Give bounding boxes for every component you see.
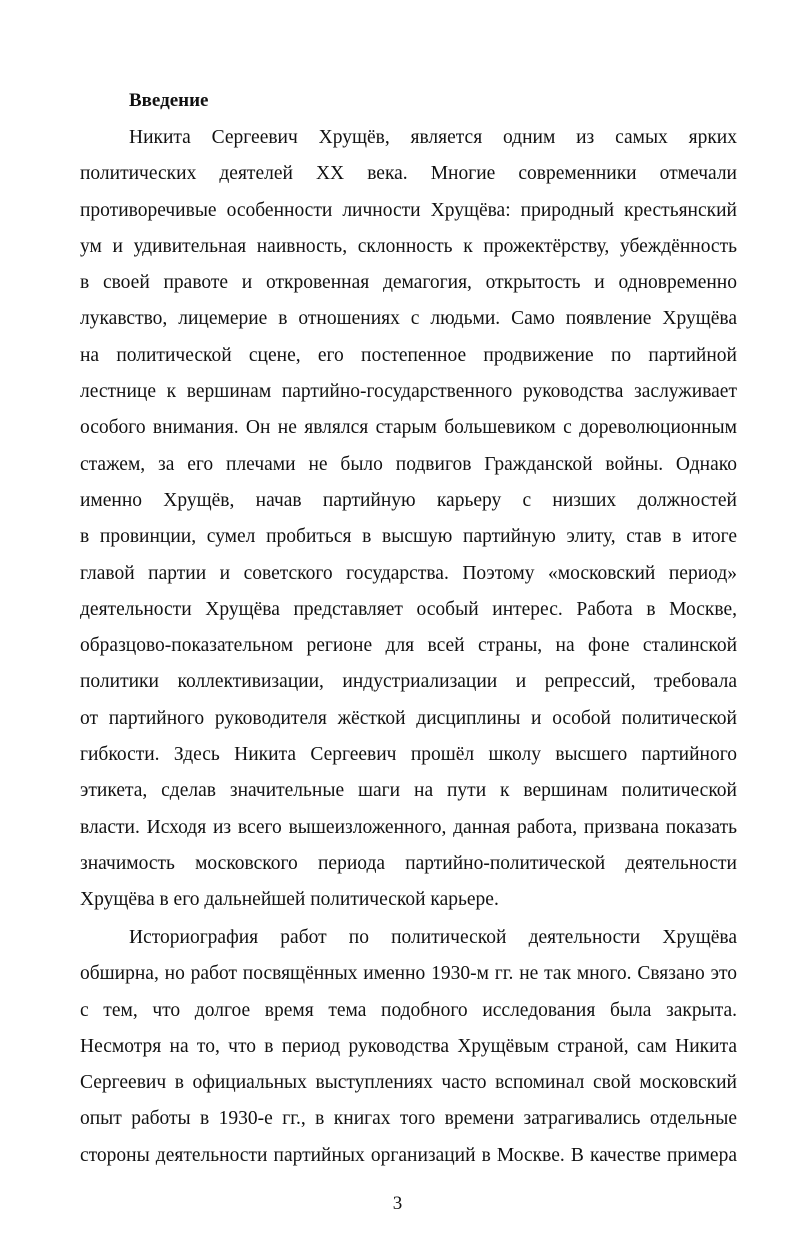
text-line: власти. Исходя из всего вышеизложенного, данная работа, призвана показать xyxy=(80,816,737,838)
text-line: политики коллективизации, индустриализации и репрессий, требовала xyxy=(80,671,737,693)
text-line: ум и удивительная наивность, склонность к прожектёрству, убеждённость xyxy=(80,235,737,257)
text-line: в своей правоте и откровенная демагогия, открытость и одновременно xyxy=(80,272,737,294)
text-line: лестнице к вершинам партийно-государственного руководства заслуживает xyxy=(80,381,737,403)
text-line: значимость московского периода партийно-политической деятельности xyxy=(80,852,737,874)
text-line: на политической сцене, его постепенное продвижение по партийной xyxy=(80,344,737,366)
text-line: стороны деятельности партийных организаций в Москве. В качестве примера xyxy=(80,1144,737,1166)
text-line: с тем, что долгое время тема подобного исследования была закрыта. xyxy=(80,999,737,1021)
text-line: деятельности Хрущёва представляет особый интерес. Работа в Москве, xyxy=(80,598,737,620)
text-line: этикета, сделав значительные шаги на пути к вершинам политической xyxy=(80,780,737,802)
text-line: лукавство, лицемерие в отношениях с людьми. Само появление Хрущёва xyxy=(80,308,737,330)
text-line: противоречивые особенности личности Хрущёва: природный крестьянский xyxy=(80,199,737,221)
text-line: обширна, но работ посвящённых именно 1930-м гг. не так много. Связано это xyxy=(80,963,737,985)
text-line: именно Хрущёв, начав партийную карьеру с низших должностей xyxy=(80,489,737,511)
text-line: в провинции, сумел пробиться в высшую партийную элиту, став в итоге xyxy=(80,526,737,548)
text-line: от партийного руководителя жёсткой дисциплины и особой политической xyxy=(80,707,737,729)
text-line: Несмотря на то, что в период руководства Хрущёвым страной, сам Никита xyxy=(80,1035,737,1057)
text-line: образцово-показательном регионе для всей страны, на фоне сталинской xyxy=(80,635,737,657)
text-line: Никита Сергеевич Хрущёв, является одним из самых ярких xyxy=(129,127,737,148)
text-line: опыт работы в 1930-е гг., в книгах того времени затрагивались отдельные xyxy=(80,1108,737,1130)
text-line: особого внимания. Он не являлся старым большевиком с дореволюционным xyxy=(80,417,737,439)
text-line: главой партии и советского государства. Поэтому «московский период» xyxy=(80,562,737,584)
paragraph-1 xyxy=(80,120,737,919)
text-line: Сергеевич в официальных выступлениях часто вспоминал свой московский xyxy=(80,1072,737,1094)
page-number: 3 xyxy=(392,1193,403,1214)
text-line: Историография работ по политической деятельности Хрущёва xyxy=(129,927,737,948)
text-line: Хрущёва в его дальнейшей политической карьере. xyxy=(80,889,499,911)
section-heading: Введение xyxy=(129,90,209,111)
text-line: политических деятелей XX века. Многие современники отмечали xyxy=(80,163,737,185)
text-line: гибкости. Здесь Никита Сергеевич прошёл школу высшего партийного xyxy=(80,744,737,766)
text-line: стажем, за его плечами не было подвигов Гражданской войны. Однако xyxy=(80,453,737,475)
paragraph-2 xyxy=(80,920,737,1174)
